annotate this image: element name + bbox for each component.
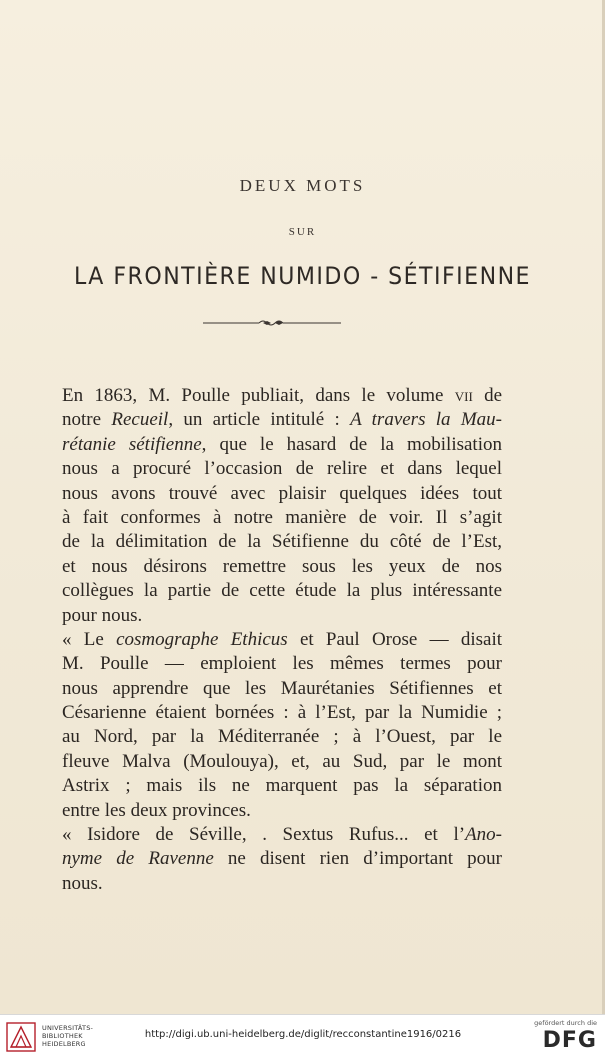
- text-run: ne disent rien d’important pour: [213, 848, 502, 870]
- text-line: [62, 701, 502, 725]
- text-line: [62, 847, 502, 871]
- text-line: [62, 823, 502, 847]
- text-run: collègues la partie de cette étude la plus intéressante: [62, 580, 502, 602]
- text-run: nous.: [62, 872, 103, 894]
- smallcaps-run: vii: [454, 385, 473, 406]
- dfg-logo[interactable]: DFG: [542, 1028, 597, 1053]
- text-run: pour nous.: [62, 604, 143, 626]
- ornament-divider-icon: [203, 318, 341, 328]
- title-line-1: DEUX MOTS: [239, 176, 366, 195]
- body-text: [62, 384, 502, 896]
- italic-run: rétanie sétifienne: [62, 433, 202, 455]
- text-run: « Le: [62, 628, 117, 650]
- sponsor-caption: gefördert durch die: [534, 1019, 597, 1027]
- text-line: [62, 433, 502, 457]
- text-line: [62, 628, 502, 652]
- text-run: « Isidore de Séville, . Sextus Rufus... et l’: [62, 824, 466, 846]
- text-run: notre: [62, 409, 112, 431]
- text-line: [62, 457, 502, 481]
- text-line: [62, 677, 502, 701]
- italic-run: cosmographe Ethicus: [116, 628, 288, 650]
- text-run: de: [472, 385, 503, 406]
- text-line: [62, 652, 502, 676]
- text-line: [62, 604, 502, 628]
- text-run: nous a procuré l’occasion de relire et dans lequel: [62, 458, 502, 480]
- text-run: entre les deux provinces.: [62, 799, 251, 821]
- text-run: nous avons trouvé avec plaisir quelques idées tout: [62, 482, 502, 504]
- italic-run: A travers la Mau-: [350, 409, 502, 431]
- text-line: [62, 799, 502, 823]
- text-run: de la délimitation de la Sétifienne du côté de l’Est,: [62, 531, 502, 553]
- text-run: fleuve Malva (Moulouya), et, au Sud, par le mont: [62, 750, 502, 772]
- footer-bar: [0, 1014, 605, 1059]
- text-run: au Nord, par la Méditerranée ; à l’Ouest, par le: [62, 726, 502, 748]
- library-name: UNIVERSITÄTS- BIBLIOTHEK HEIDELBERG: [42, 1024, 94, 1048]
- text-run: En 1863, M. Poulle publiait, dans le volume: [62, 385, 455, 406]
- text-line: [62, 750, 502, 774]
- permalink-url[interactable]: http://digi.ub.uni-heidelberg.de/diglit/recconstantine1916/0216: [144, 1029, 462, 1040]
- italic-run: nyme de Ravenne: [62, 848, 214, 870]
- library-seal-icon: [6, 1022, 36, 1052]
- text-line: [62, 725, 502, 749]
- text-run: M. Poulle — emploient les mêmes termes pour: [62, 653, 502, 675]
- italic-run: Recueil: [111, 409, 169, 431]
- italic-run: Ano-: [465, 824, 502, 846]
- text-line: [62, 579, 502, 603]
- text-run: et Paul Orose — disait: [287, 628, 502, 650]
- text-run: et nous désirons remettre sous les yeux de nos: [62, 555, 502, 577]
- text-run: , que le hasard de la mobilisation: [201, 433, 502, 455]
- text-line: [62, 555, 502, 579]
- text-line: [62, 774, 502, 798]
- text-line: [62, 408, 502, 432]
- text-line: [62, 506, 502, 530]
- text-line: [62, 530, 502, 554]
- library-logo[interactable]: [6, 1021, 136, 1053]
- text-line: [62, 872, 502, 896]
- text-line: [62, 384, 502, 408]
- text-run: Astrix ; mais ils ne marquent pas la séparation: [62, 775, 502, 797]
- title-line-2: SUR: [288, 226, 317, 238]
- text-run: à fait conformes à notre manière de voir. Il s’agit: [62, 506, 502, 528]
- text-run: nous apprendre que les Maurétanies Sétifiennes et: [62, 677, 502, 699]
- text-line: [62, 482, 502, 506]
- text-run: Césarienne étaient bornées : à l’Est, par la Numidie ;: [62, 702, 502, 724]
- title-line-3: LA FRONTIÈRE NUMIDO - SÉTIFIENNE: [74, 262, 531, 290]
- text-run: , un article intitulé :: [168, 409, 351, 431]
